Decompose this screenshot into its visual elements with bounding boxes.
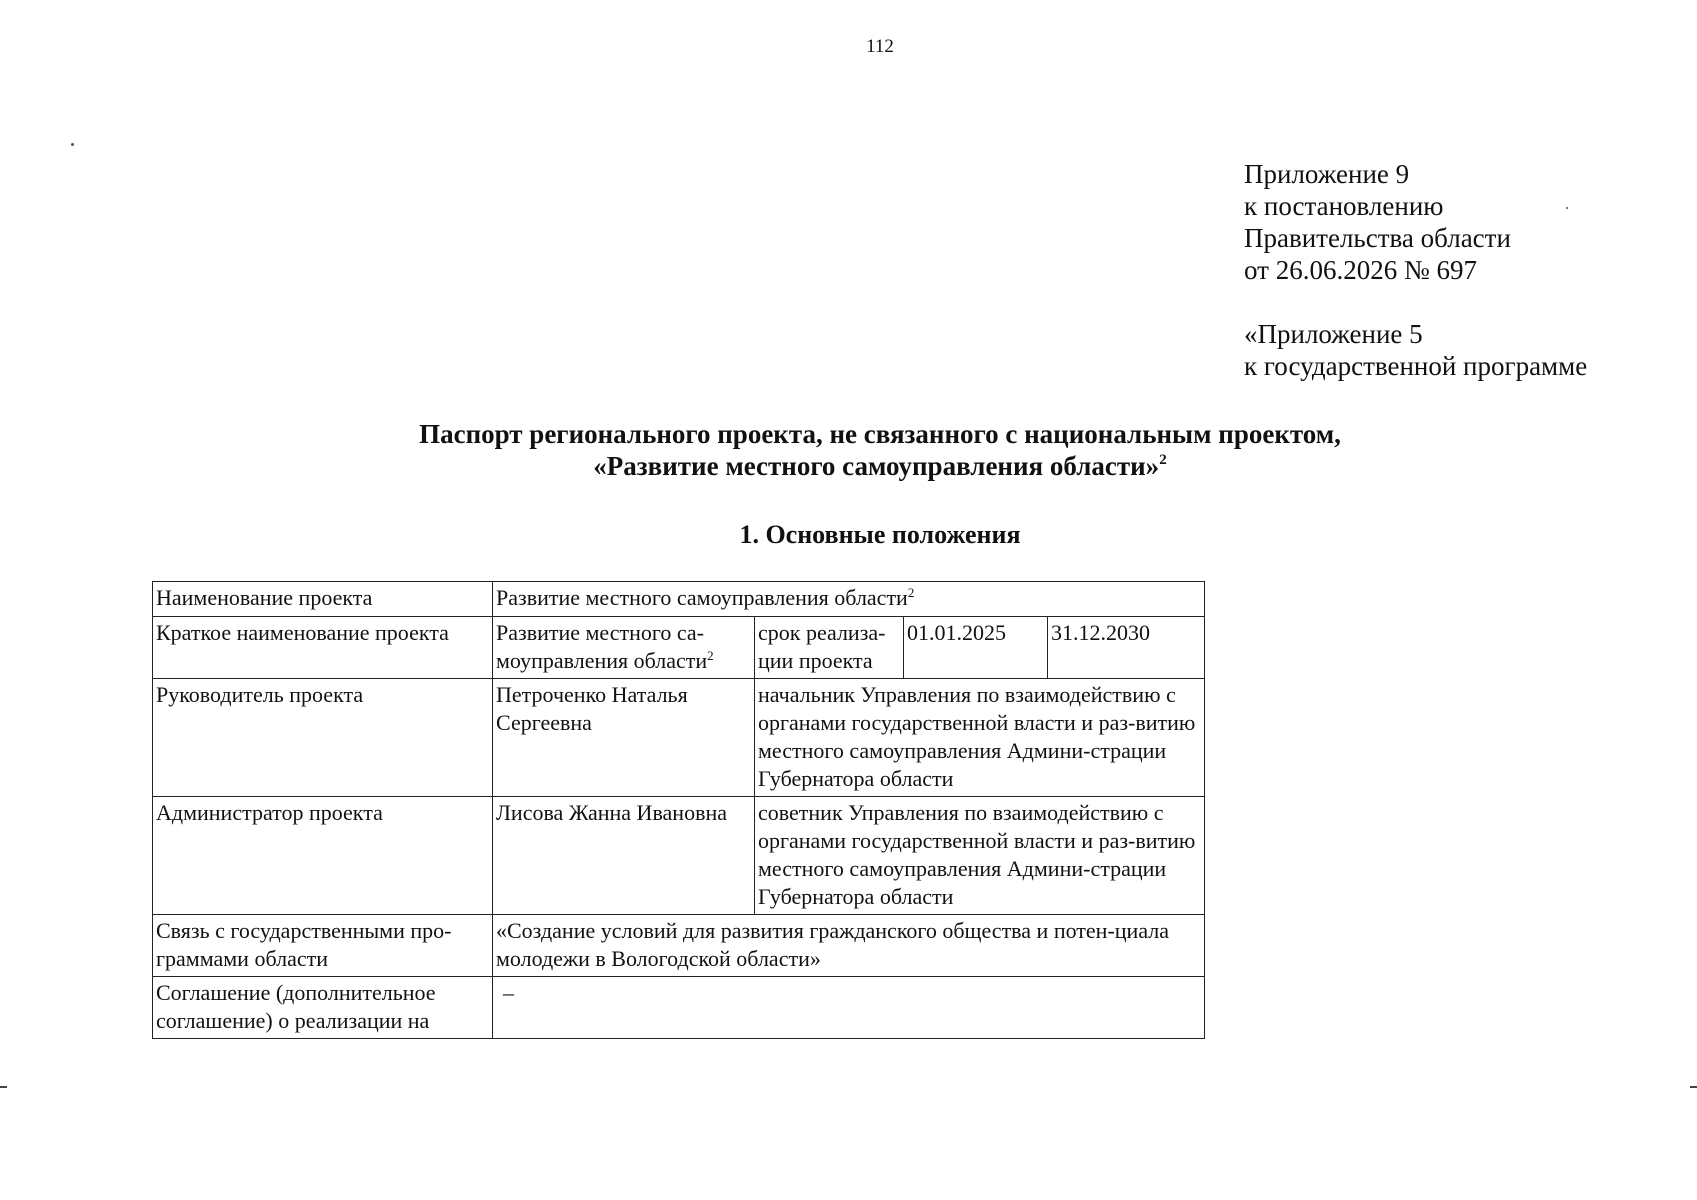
appendix-line: Приложение 9 [1244,159,1410,189]
scan-edge-mark [0,1086,7,1088]
title-line-1: Паспорт регионального проекта, не связанного с национальным проектом, [419,419,1341,449]
table-row [153,617,1205,679]
row-label: Краткое наименование проекта [153,617,493,679]
title-project-name: «Развитие местного самоуправления области» [593,451,1160,481]
passport-table [152,581,1205,1039]
project-name: Развитие местного самоуправления области [496,585,908,610]
scan-edge-mark [1690,1086,1697,1088]
project-administrator-position: советник Управления по взаимодействию с органами государственной власти и раз-витию местного самоуправления Админи-страции Губернатора области [755,797,1205,915]
document-title [300,418,1460,482]
footnote-marker: 2 [1159,452,1167,468]
row-label: Наименование проекта [153,582,493,617]
title-line-2 [300,450,1460,482]
project-lead-position: начальник Управления по взаимодействию с органами государственной власти и раз-витию местного самоуправления Админи-страции Губернатора области [755,679,1205,797]
table-row [153,797,1205,915]
table-row [153,977,1205,1039]
end-date: 31.12.2030 [1048,617,1205,679]
table-row [153,915,1205,977]
project-lead-name: Петроченко Наталья Сергеевна [493,679,755,797]
row-label: Соглашение (дополнительное соглашение) о реализации на [153,977,493,1039]
start-date: 01.01.2025 [904,617,1048,679]
appendix-gap [1244,286,1587,318]
appendix-block [1244,158,1587,382]
table-row [153,679,1205,797]
row-label: Связь с государственными про-граммами области [153,915,493,977]
appendix-line: к постановлению [1244,191,1444,221]
section-heading: 1. Основные положения [739,520,1021,549]
short-name: Развитие местного са-моуправления области [496,620,708,673]
page-number: 112 [866,36,894,57]
short-name-cell [493,617,755,679]
agreement-value: – [493,977,1205,1039]
table-row [153,582,1205,617]
row-label: Руководитель проекта [153,679,493,797]
appendix-line: от 26.06.2026 № 697 [1244,255,1477,285]
scan-speck [71,143,74,146]
footnote-marker: 2 [707,648,714,663]
term-label: срок реализа-ции проекта [755,617,904,679]
appendix-line: Правительства области [1244,223,1511,253]
appendix-line: «Приложение 5 [1244,319,1423,349]
project-name-cell [493,582,1205,617]
footnote-marker: 2 [907,585,915,600]
row-label: Администратор проекта [153,797,493,915]
appendix-line: к государственной программе [1244,351,1588,381]
project-administrator-name: Лисова Жанна Ивановна [493,797,755,915]
linked-program: «Создание условий для развития гражданского общества и потен-циала молодежи в Вологодской области» [493,915,1205,977]
